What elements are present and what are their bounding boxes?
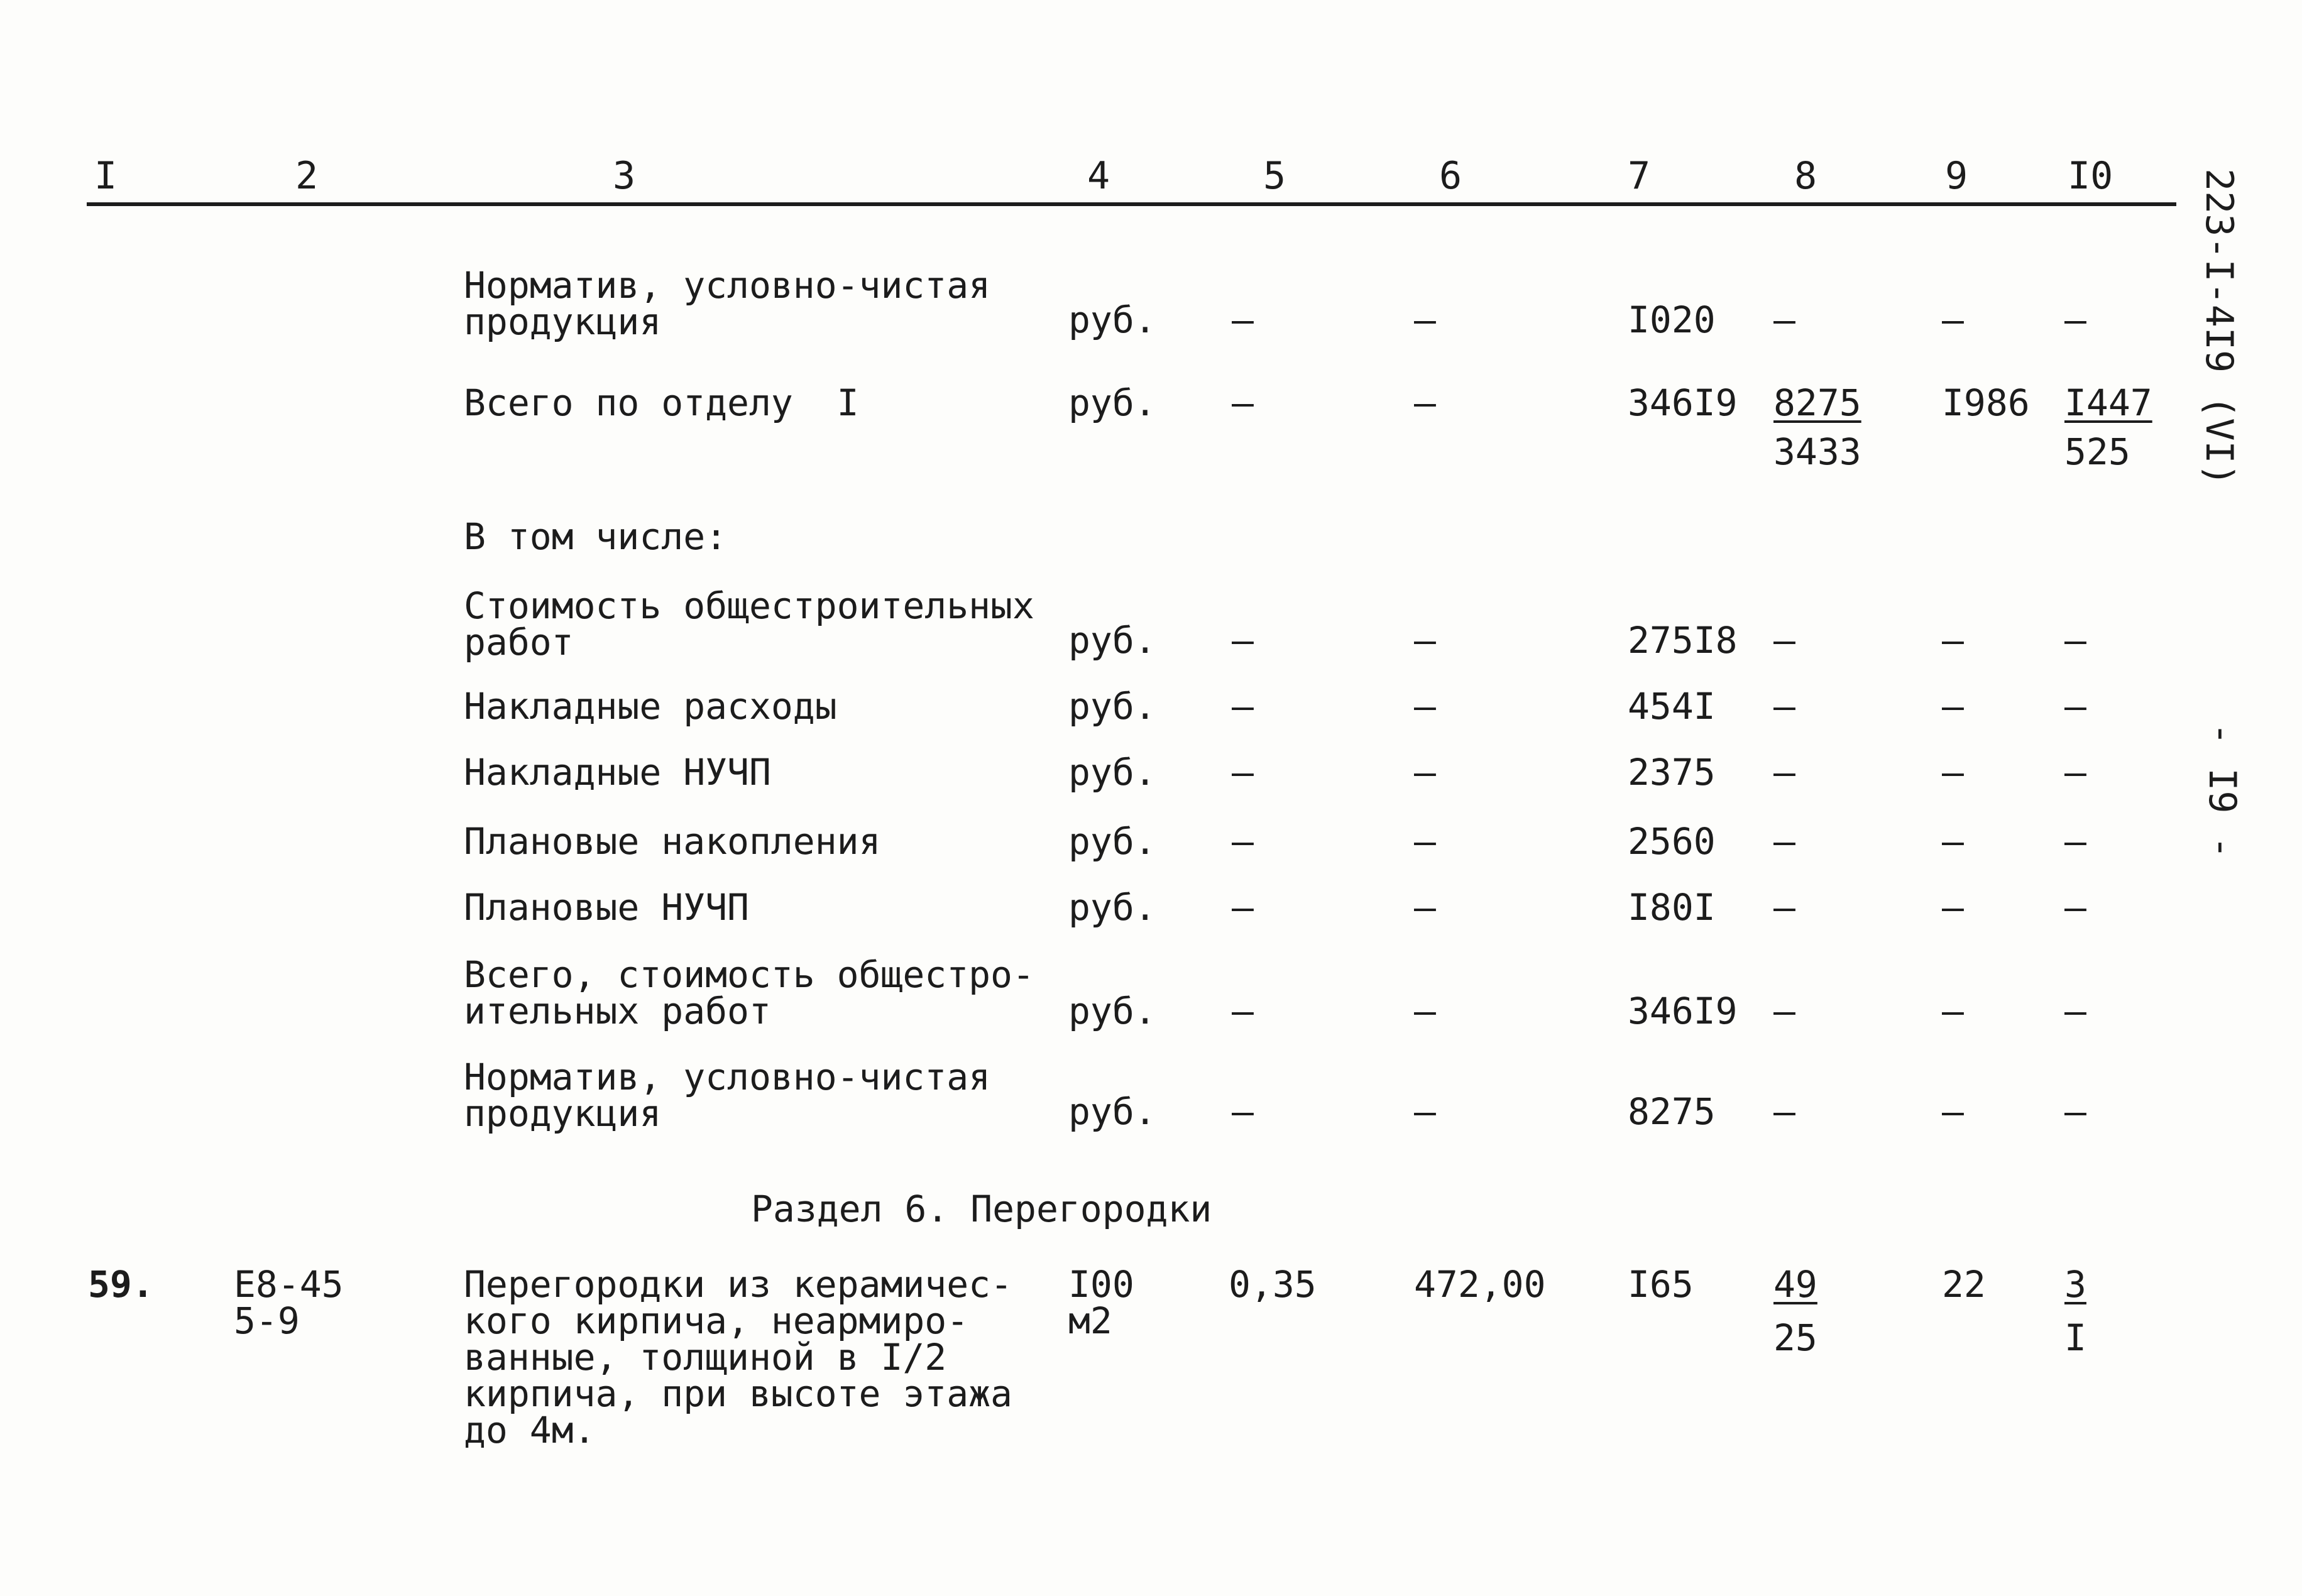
row-3-col10: – <box>2064 619 2086 662</box>
row-3-col7: 275I8 <box>1628 619 1738 662</box>
row-3-col9: – <box>1942 619 1964 662</box>
row-6-unit: руб. <box>1068 820 1156 863</box>
item-col7: I65 <box>1628 1263 1694 1306</box>
item-name: Перегородки из керамичес- кого кирпича, неармиро- ванные, толщиной в I/2 кирпича, при высоте этажа до 4м. <box>464 1263 1012 1451</box>
row-5-col5: – <box>1232 751 1254 794</box>
row-1-col6: – <box>1414 381 1436 424</box>
row-3-col5: – <box>1232 619 1254 662</box>
item-number: 59. <box>88 1263 154 1306</box>
row-6-col10: – <box>2064 820 2086 863</box>
row-0-col6: – <box>1414 298 1436 341</box>
row-0-name: Норматив, условно-чистая продукция <box>464 264 991 343</box>
header-col-7: 7 <box>1628 154 1651 198</box>
row-1-col8-bottom: 3433 <box>1773 430 1861 473</box>
row-4-name: Накладные расходы <box>464 685 837 728</box>
row-1-col5: – <box>1232 381 1254 424</box>
row-7-col8: – <box>1773 886 1795 929</box>
header-col-4: 4 <box>1087 154 1110 198</box>
header-col-1: I <box>94 154 118 198</box>
item-col5: 0,35 <box>1229 1263 1317 1306</box>
row-1-col10-bottom: 525 <box>2064 430 2130 473</box>
row-7-col6: – <box>1414 886 1436 929</box>
header-col-10: I0 <box>2068 154 2113 198</box>
row-6-name: Плановые накопления <box>464 820 881 863</box>
header-col-2: 2 <box>295 154 319 198</box>
item-col9: 22 <box>1942 1263 1986 1306</box>
header-col-6: 6 <box>1439 154 1462 198</box>
row-4-col10: – <box>2064 685 2086 728</box>
row-3-unit: руб. <box>1068 619 1156 662</box>
row-5-col8: – <box>1773 751 1795 794</box>
row-1-col7: 346I9 <box>1628 381 1738 424</box>
row-5-col7: 2375 <box>1628 751 1716 794</box>
row-7-col9: – <box>1942 886 1964 929</box>
row-3-name: Стоимость общестроительных работ <box>464 584 1034 664</box>
row-1-col10-top: I447 <box>2064 381 2152 424</box>
row-9-name: Норматив, условно-чистая продукция <box>464 1056 991 1135</box>
row-9-col10: – <box>2064 1090 2086 1133</box>
row-9-col8: – <box>1773 1090 1795 1133</box>
row-1-col9: I986 <box>1942 381 2030 424</box>
header-rule <box>87 202 2176 206</box>
row-5-name: Накладные НУЧП <box>464 751 771 794</box>
page-number: - I9 - <box>2200 723 2244 859</box>
row-5-col10: – <box>2064 751 2086 794</box>
document-code: 223-I-4I9 (VI) <box>2197 168 2241 486</box>
row-5-col9: – <box>1942 751 1964 794</box>
item-col10-top: 3 <box>2064 1263 2086 1306</box>
header-col-3: 3 <box>613 154 636 198</box>
item-unit: I00 м2 <box>1068 1263 1134 1342</box>
row-8-col5: – <box>1232 990 1254 1032</box>
row-7-col10: – <box>2064 886 2086 929</box>
row-0-col9: – <box>1942 298 1964 341</box>
row-9-col6: – <box>1414 1090 1436 1133</box>
row-0-col5: – <box>1232 298 1254 341</box>
row-8-col6: – <box>1414 990 1436 1032</box>
row-8-name: Всего, стоимость общестро- ительных работ <box>464 953 1034 1032</box>
row-3-col8: – <box>1773 619 1795 662</box>
row-8-col10: – <box>2064 990 2086 1032</box>
row-4-col8: – <box>1773 685 1795 728</box>
header-col-5: 5 <box>1263 154 1286 198</box>
row-4-col9: – <box>1942 685 1964 728</box>
item-col6: 472,00 <box>1414 1263 1546 1306</box>
item-col8-bottom: 25 <box>1773 1316 1817 1359</box>
row-8-col7: 346I9 <box>1628 990 1738 1032</box>
row-6-col9: – <box>1942 820 1964 863</box>
row-9-col9: – <box>1942 1090 1964 1133</box>
row-0-unit: руб. <box>1068 298 1156 341</box>
row-4-col6: – <box>1414 685 1436 728</box>
header-col-9: 9 <box>1945 154 1968 198</box>
row-9-unit: руб. <box>1068 1090 1156 1133</box>
row-6-col7: 2560 <box>1628 820 1716 863</box>
row-9-col5: – <box>1232 1090 1254 1133</box>
row-5-col6: – <box>1414 751 1436 794</box>
row-9-col7: 8275 <box>1628 1090 1716 1133</box>
row-4-col7: 454I <box>1628 685 1716 728</box>
item-col8-top: 49 <box>1773 1263 1817 1306</box>
item-code: Е8-45 5-9 <box>234 1263 344 1342</box>
row-8-col8: – <box>1773 990 1795 1032</box>
row-2-name: В том числе: <box>464 515 728 558</box>
row-0-col10: – <box>2064 298 2086 341</box>
row-4-col5: – <box>1232 685 1254 728</box>
row-4-unit: руб. <box>1068 685 1156 728</box>
row-6-col8: – <box>1773 820 1795 863</box>
row-8-col9: – <box>1942 990 1964 1032</box>
row-7-col7: I80I <box>1628 886 1716 929</box>
row-0-col7: I020 <box>1628 298 1716 341</box>
row-5-unit: руб. <box>1068 751 1156 794</box>
row-7-name: Плановые НУЧП <box>464 886 749 929</box>
row-6-col5: – <box>1232 820 1254 863</box>
section-title: Раздел 6. Перегородки <box>751 1188 1212 1230</box>
row-6-col6: – <box>1414 820 1436 863</box>
row-8-unit: руб. <box>1068 990 1156 1032</box>
row-1-col8-top: 8275 <box>1773 381 1861 424</box>
header-col-8: 8 <box>1794 154 1817 198</box>
item-col10-bottom: I <box>2064 1316 2086 1359</box>
row-0-col8: – <box>1773 298 1795 341</box>
row-7-col5: – <box>1232 886 1254 929</box>
row-1-name: Всего по отделу I <box>464 381 859 424</box>
row-3-col6: – <box>1414 619 1436 662</box>
row-7-unit: руб. <box>1068 886 1156 929</box>
row-1-unit: руб. <box>1068 381 1156 424</box>
